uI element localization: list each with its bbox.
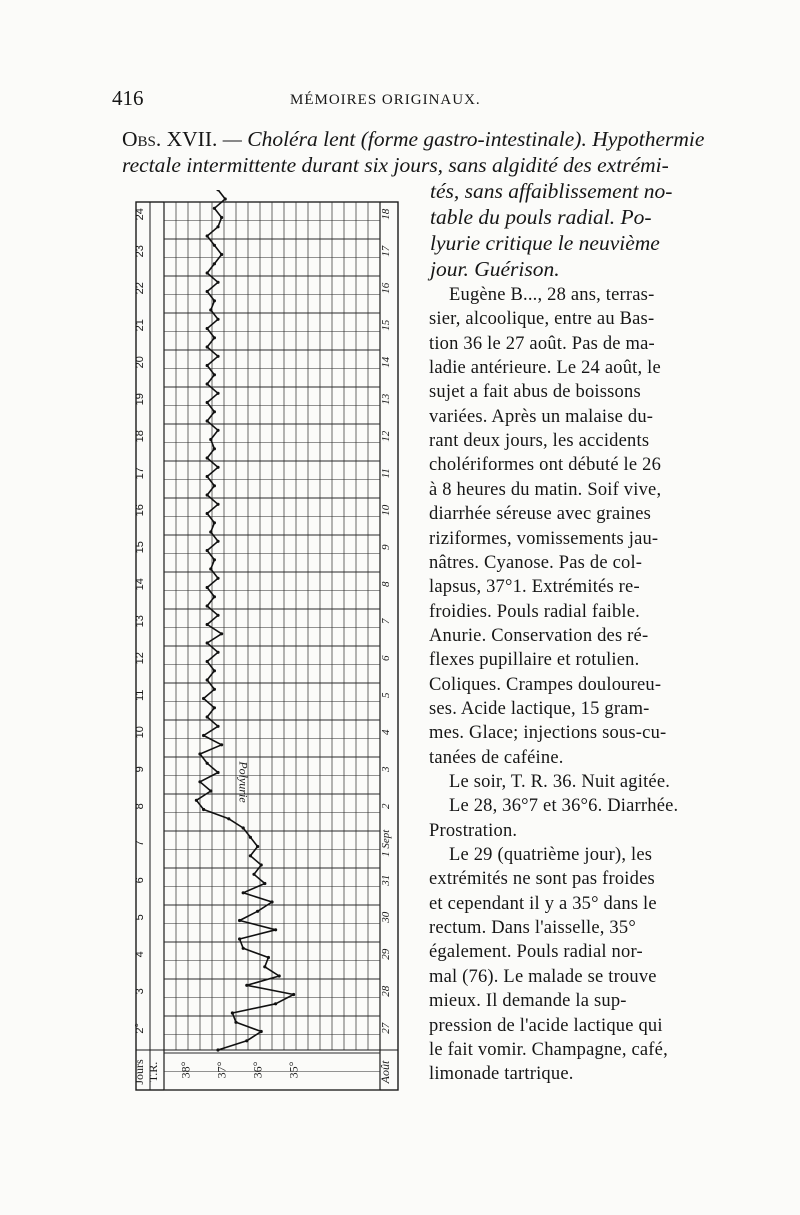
title-line: table du pouls radial. Po- bbox=[430, 205, 652, 229]
temperature-point bbox=[231, 1011, 234, 1014]
temperature-point bbox=[206, 762, 209, 765]
day-number: 20 bbox=[134, 356, 146, 369]
temperature-point bbox=[238, 919, 241, 922]
body-line: Prostration. bbox=[429, 820, 518, 841]
date-label: 7 bbox=[380, 618, 392, 625]
body-line: lapsus, 37°1. Extrémités re- bbox=[429, 577, 640, 598]
temperature-point bbox=[206, 345, 209, 348]
temperature-point bbox=[209, 308, 212, 311]
running-head: MÉMOIRES ORIGINAUX. bbox=[290, 92, 481, 108]
date-label: 28 bbox=[380, 985, 392, 997]
temperature-point bbox=[220, 253, 223, 256]
date-label: 16 bbox=[380, 282, 392, 294]
temperature-point bbox=[206, 586, 209, 589]
day-number: 15 bbox=[134, 541, 146, 554]
body-line: mieux. Il demande la sup- bbox=[429, 991, 627, 1012]
temperature-point bbox=[216, 540, 219, 543]
body-line: également. Pouls radial nor- bbox=[429, 942, 643, 963]
temperature-point bbox=[206, 623, 209, 626]
temperature-point bbox=[216, 466, 219, 469]
day-number: 19 bbox=[134, 393, 146, 406]
date-label: 27 bbox=[380, 1022, 392, 1034]
temperature-point bbox=[224, 197, 227, 200]
day-number: 2° bbox=[134, 1023, 146, 1034]
temperature-point bbox=[274, 1002, 277, 1005]
temperature-point bbox=[242, 891, 245, 894]
date-label: 17 bbox=[380, 245, 392, 257]
temperature-point bbox=[202, 808, 205, 811]
body-line: variées. Après un malaise du- bbox=[429, 406, 654, 427]
body-line: sujet a fait abus de boissons bbox=[429, 382, 641, 403]
temperature-point bbox=[206, 401, 209, 404]
temperature-point bbox=[260, 863, 263, 866]
temperature-point bbox=[213, 299, 216, 302]
date-label: 6 bbox=[380, 655, 392, 662]
day-number: 12 bbox=[134, 652, 146, 665]
temperature-point bbox=[216, 503, 219, 506]
temperature-point bbox=[195, 799, 198, 802]
day-number: 7 bbox=[134, 840, 146, 847]
temperature-point bbox=[206, 419, 209, 422]
temperature-chart bbox=[128, 190, 413, 1110]
title-line: jour. Guérison. bbox=[430, 257, 560, 281]
day-number: 14 bbox=[134, 578, 146, 591]
temperature-point bbox=[206, 660, 209, 663]
temperature-point bbox=[202, 734, 205, 737]
date-label: 10 bbox=[380, 504, 392, 516]
temperature-point bbox=[206, 549, 209, 552]
body-line: flexes pupillaire et rotulien. bbox=[429, 650, 640, 671]
day-number: 8 bbox=[134, 803, 146, 810]
title-line: tés, sans affaiblissement no- bbox=[430, 179, 673, 203]
temperature-point bbox=[209, 567, 212, 570]
temperature-point bbox=[209, 530, 212, 533]
body-line: riziformes, vomissements jau- bbox=[429, 528, 659, 549]
day-number: 10 bbox=[134, 726, 146, 739]
body-line: et cependant il y a 35° dans le bbox=[429, 893, 657, 914]
temperature-point bbox=[220, 632, 223, 635]
temperature-point bbox=[206, 290, 209, 293]
temperature-point bbox=[278, 974, 281, 977]
temperature-point bbox=[216, 281, 219, 284]
date-label: 2 bbox=[380, 803, 392, 810]
date-label: 5 bbox=[380, 692, 392, 699]
temperature-point bbox=[220, 216, 223, 219]
body-line: rectum. Dans l'aisselle, 35° bbox=[429, 918, 636, 939]
body-line: froidies. Pouls radial faible. bbox=[429, 601, 640, 622]
observation-label: Obs. XVII. bbox=[122, 127, 218, 151]
temperature-point bbox=[249, 854, 252, 857]
date-label: 29 bbox=[380, 948, 392, 960]
day-number: 22 bbox=[134, 282, 146, 295]
body-line: cholériformes ont débuté le 26 bbox=[429, 455, 662, 476]
day-number: 18 bbox=[134, 430, 146, 443]
temperature-point bbox=[213, 207, 216, 210]
body-line: Anurie. Conservation des ré- bbox=[429, 625, 649, 646]
body-line: à 8 heures du matin. Soif vive, bbox=[429, 479, 662, 500]
temperature-point bbox=[216, 725, 219, 728]
temperature-point bbox=[213, 447, 216, 450]
body-line: Le 29 (quatrième jour), les bbox=[449, 845, 653, 866]
temperature-point bbox=[213, 521, 216, 524]
temperature-point bbox=[198, 752, 201, 755]
temperature-point bbox=[216, 355, 219, 358]
temperature-point bbox=[206, 715, 209, 718]
body-line: mal (76). Le malade se trouve bbox=[429, 966, 657, 987]
temperature-point bbox=[213, 373, 216, 376]
temperature-point bbox=[216, 651, 219, 654]
temperature-point bbox=[238, 937, 241, 940]
polyurie-annotation: Polyurie bbox=[236, 761, 251, 803]
observation-title bbox=[122, 127, 704, 152]
body-line: Le 28, 36°7 et 36°6. Diarrhée. bbox=[449, 796, 679, 817]
temperature-point bbox=[206, 493, 209, 496]
temperature-point bbox=[245, 1039, 248, 1042]
date-label: 3 bbox=[380, 766, 392, 773]
temperature-point bbox=[256, 910, 259, 913]
temperature-tick-label: 37° bbox=[214, 1061, 229, 1079]
temperature-point bbox=[206, 604, 209, 607]
temperature-point bbox=[213, 558, 216, 561]
temperature-point bbox=[216, 771, 219, 774]
day-number: 24 bbox=[134, 208, 146, 221]
title-line: rectale intermittente durant six jours, sans algidité des extrémi- bbox=[122, 153, 669, 177]
date-label: 18 bbox=[380, 208, 392, 220]
body-line: extrémités ne sont pas froides bbox=[429, 869, 655, 890]
body-line: mes. Glace; injections sous-cu- bbox=[429, 723, 667, 744]
temperature-point bbox=[206, 678, 209, 681]
temperature-point bbox=[263, 965, 266, 968]
temperature-point bbox=[260, 1030, 263, 1033]
aout-label: Août bbox=[378, 1060, 392, 1084]
day-number: 5 bbox=[134, 914, 146, 921]
body-line: pression de l'acide lactique qui bbox=[429, 1015, 663, 1036]
temperature-point bbox=[209, 789, 212, 792]
body-line: Le soir, T. R. 36. Nuit agitée. bbox=[449, 772, 671, 792]
temperature-point bbox=[209, 438, 212, 441]
temperature-point bbox=[206, 234, 209, 237]
date-label: 8 bbox=[380, 581, 392, 588]
temperature-point bbox=[242, 947, 245, 950]
temperature-point bbox=[274, 928, 277, 931]
temperature-point bbox=[249, 836, 252, 839]
temperature-point bbox=[256, 845, 259, 848]
temperature-point bbox=[216, 318, 219, 321]
temperature-point bbox=[213, 688, 216, 691]
page-number: 416 bbox=[112, 86, 144, 110]
temperature-point bbox=[216, 1048, 219, 1051]
body-line: ses. Acide lactique, 15 gram- bbox=[429, 698, 650, 719]
temperature-point bbox=[216, 392, 219, 395]
day-number: 23 bbox=[134, 245, 146, 258]
body-line: nâtres. Cyanose. Pas de col- bbox=[429, 552, 643, 573]
body-line: tanées de caféine. bbox=[429, 747, 564, 768]
temperature-point bbox=[206, 641, 209, 644]
tr-label: T.R. bbox=[146, 1061, 160, 1083]
temperature-tick-label: 35° bbox=[286, 1061, 301, 1079]
day-number: 3 bbox=[134, 988, 146, 995]
body-line: ladie antérieure. Le 24 août, le bbox=[429, 358, 661, 379]
temperature-point bbox=[270, 900, 273, 903]
temperature-point bbox=[213, 410, 216, 413]
temperature-point bbox=[206, 327, 209, 330]
body-line: Coliques. Crampes douloureu- bbox=[429, 674, 662, 695]
temperature-point bbox=[206, 364, 209, 367]
date-label: 15 bbox=[380, 319, 392, 331]
temperature-point bbox=[263, 882, 266, 885]
title-line: — Choléra lent (forme gastro-intestinale). Hypothermie bbox=[217, 127, 705, 151]
temperature-point bbox=[206, 512, 209, 515]
temperature-point bbox=[198, 780, 201, 783]
temperature-point bbox=[252, 873, 255, 876]
temperature-curve bbox=[196, 190, 293, 1050]
temperature-point bbox=[245, 984, 248, 987]
body-line: diarrhée séreuse avec graines bbox=[429, 504, 652, 525]
title-line: lyurie critique le neuvième bbox=[430, 231, 660, 255]
date-label: 14 bbox=[380, 356, 392, 368]
jours-label: Jours bbox=[132, 1059, 146, 1085]
day-number: 6 bbox=[134, 877, 146, 884]
day-number: 4 bbox=[134, 951, 146, 958]
temperature-point bbox=[227, 817, 230, 820]
temperature-point bbox=[213, 262, 216, 265]
day-number: 16 bbox=[134, 504, 146, 517]
day-number: 13 bbox=[134, 615, 146, 628]
temperature-point bbox=[216, 577, 219, 580]
temperature-point bbox=[206, 271, 209, 274]
date-label: 9 bbox=[380, 544, 392, 551]
temperature-point bbox=[213, 244, 216, 247]
body-line: Eugène B..., 28 ans, terras- bbox=[449, 285, 655, 305]
date-label: 11 bbox=[380, 468, 392, 479]
date-label: 1 Sept bbox=[380, 829, 392, 857]
temperature-point bbox=[216, 614, 219, 617]
date-label: 12 bbox=[380, 430, 392, 442]
date-label: 30 bbox=[380, 911, 392, 923]
temperature-point bbox=[242, 826, 245, 829]
body-line: sier, alcoolique, entre au Bas- bbox=[429, 309, 655, 330]
temperature-point bbox=[213, 669, 216, 672]
day-number: 21 bbox=[134, 319, 146, 332]
temperature-point bbox=[220, 743, 223, 746]
temperature-point bbox=[202, 697, 205, 700]
day-number: 17 bbox=[134, 467, 146, 480]
temperature-point bbox=[216, 429, 219, 432]
temperature-point bbox=[213, 484, 216, 487]
temperature-point bbox=[267, 956, 270, 959]
temperature-point bbox=[206, 456, 209, 459]
temperature-point bbox=[216, 225, 219, 228]
day-number: 9 bbox=[134, 766, 146, 773]
date-label: 4 bbox=[380, 729, 392, 736]
temperature-point bbox=[292, 993, 295, 996]
temperature-tick-label: 36° bbox=[250, 1061, 265, 1079]
temperature-point bbox=[213, 706, 216, 709]
body-line: le fait vomir. Champagne, café, bbox=[429, 1039, 668, 1060]
date-label: 13 bbox=[380, 393, 392, 405]
temperature-point bbox=[234, 1021, 237, 1024]
day-number: 11 bbox=[134, 689, 146, 702]
temperature-point bbox=[213, 595, 216, 598]
temperature-point bbox=[206, 382, 209, 385]
body-line: rant deux jours, les accidents bbox=[429, 431, 650, 452]
body-line: tion 36 le 27 août. Pas de ma- bbox=[429, 333, 655, 354]
temperature-point bbox=[213, 336, 216, 339]
date-label: 31 bbox=[380, 874, 392, 886]
temperature-tick-label: 38° bbox=[178, 1061, 193, 1079]
temperature-point bbox=[206, 475, 209, 478]
body-line: limonade tartrique. bbox=[429, 1064, 574, 1085]
